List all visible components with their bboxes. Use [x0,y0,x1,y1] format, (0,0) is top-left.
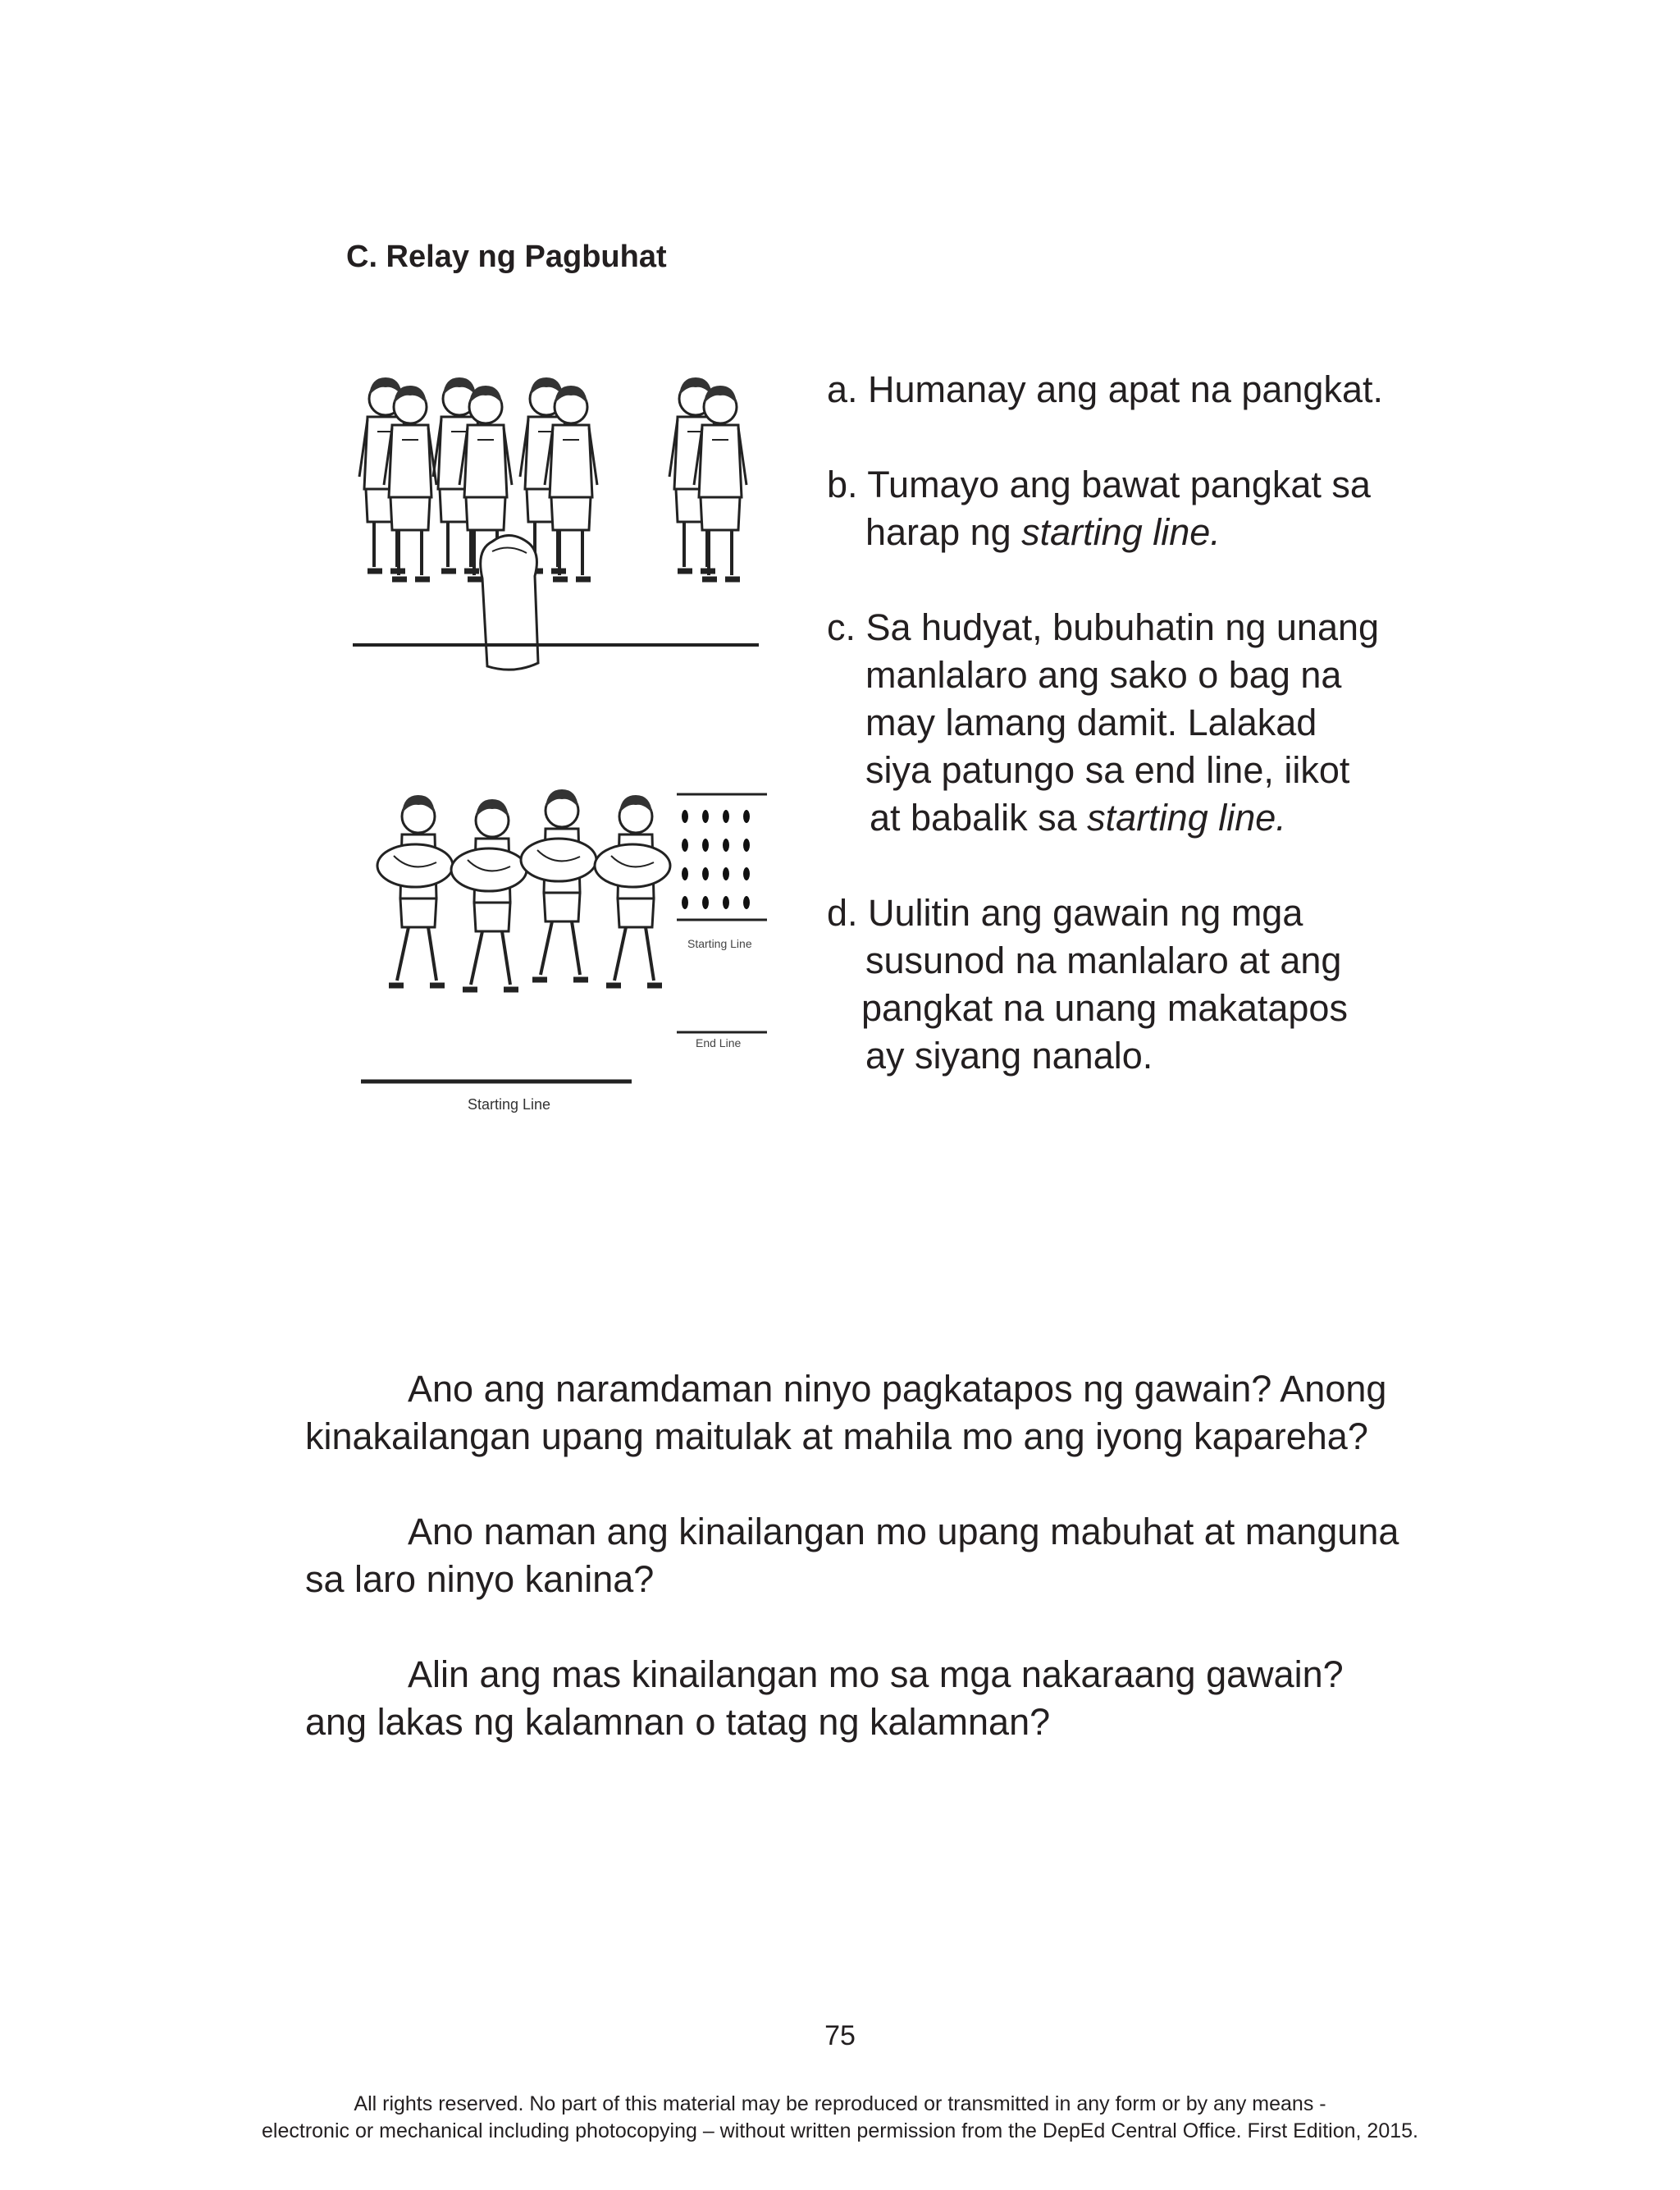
relay-illustration [345,361,804,1141]
footer-line1: All rights reserved. No part of this material may be reproduced or transmitted in any form or by any means - [354,2092,1326,2115]
step-c-line2: manlalaro ang sako o bag na [865,654,1342,696]
step-b-line1: b. Tumayo ang bawat pangkat sa [827,464,1371,505]
copyright-footer [0,2091,1680,2145]
standing-teams [359,377,746,579]
step-b [827,461,1565,556]
step-d-line2: susunod na manlalaro at ang [865,940,1342,981]
step-b-line2 [827,509,1565,556]
diagram-end-label: End Line [696,1036,742,1049]
step-d-line1: d. Uulitin ang gawain ng mga [827,892,1303,934]
step-d-line3: pangkat na unang makatapos [861,987,1348,1029]
question-3 [305,1651,1519,1746]
step-d [827,889,1565,1080]
step-c-line3: may lamang damit. Lalakad [865,702,1317,743]
question-2 [305,1508,1519,1603]
question-2-line1: Ano naman ang kinailangan mo upang mabuhat at manguna [408,1511,1399,1552]
sack [481,536,538,670]
step-b-line2-text: harap ng [865,511,1022,553]
reflection-questions [305,1365,1519,1794]
section-heading: C. Relay ng Pagbuhat [346,240,667,274]
question-1-line1: Ano ang naramdaman ninyo pagkatapos ng gawain? Anong [408,1368,1387,1410]
page-number: 75 [824,2020,856,2051]
step-c [827,604,1565,842]
starting-line-label: Starting Line [468,1096,551,1113]
question-2-line2: sa laro ninyo kanina? [305,1558,655,1600]
relay-diagram [677,794,767,1049]
question-3-line1: Alin ang mas kinailangan mo sa mga nakaraang gawain? [408,1653,1344,1695]
carrying-players [377,789,670,990]
step-c-line5 [827,794,1565,842]
step-c-line5-italic: starting line. [1087,797,1286,839]
step-c-line5-text: at babalik sa [870,797,1088,839]
step-a-line1: a. Humanay ang apat na pangkat. [827,368,1383,410]
step-c-line1: c. Sa hudyat, bubuhatin ng unang [827,606,1380,648]
step-c-line4: siya patungo sa end line, iikot [865,749,1350,791]
instruction-steps [827,366,1565,1127]
question-1-line2: kinakailangan upang maitulak at mahila mo ang iyong kapareha? [305,1415,1368,1457]
footer-line2: electronic or mechanical including photocopying – without written permission from the DepEd Central Office. First Edition, 2015. [262,2119,1418,2142]
step-a [827,366,1565,414]
question-3-line2: ang lakas ng kalamnan o tatag ng kalamnan? [305,1701,1051,1743]
step-b-line2-italic: starting line. [1021,511,1221,553]
question-1 [305,1365,1519,1461]
step-d-line4: ay siyang nanalo. [865,1035,1153,1077]
diagram-starting-label: Starting Line [687,937,752,950]
